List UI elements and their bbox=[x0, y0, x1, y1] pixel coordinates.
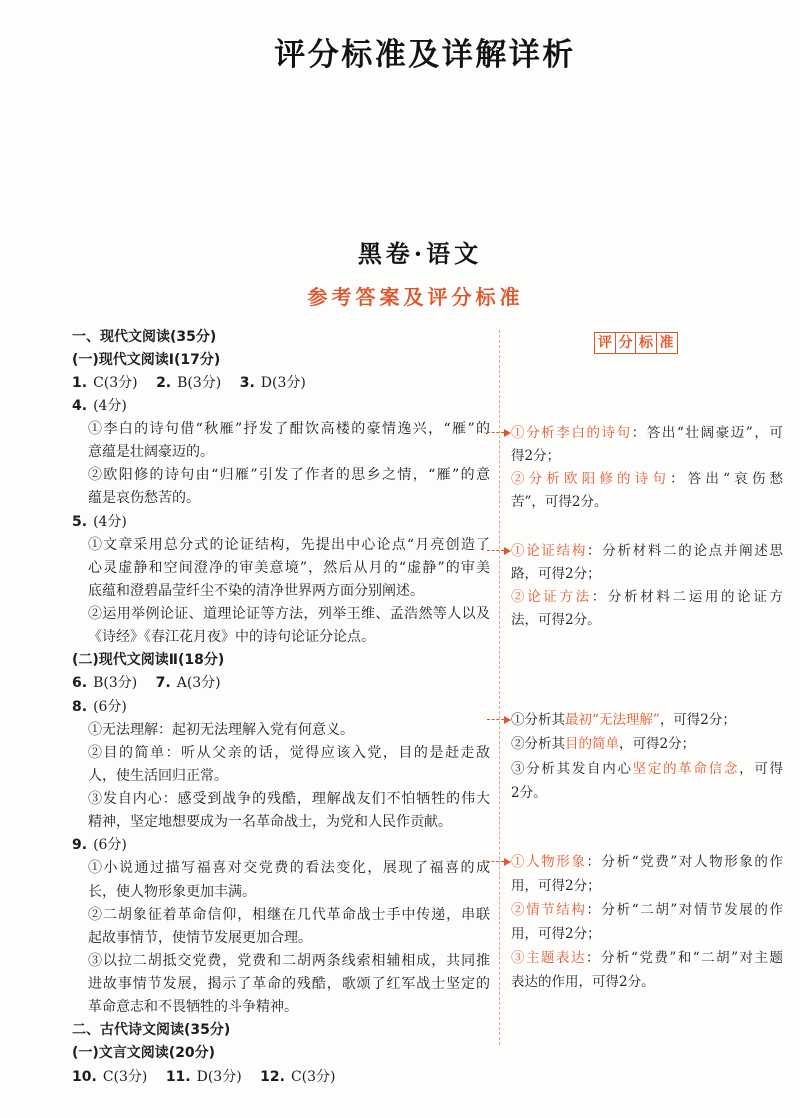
question-8-header bbox=[72, 696, 492, 719]
arrow-right-icon bbox=[487, 858, 511, 866]
scoring-notes-q4 bbox=[511, 422, 783, 514]
scoring-line bbox=[511, 491, 783, 514]
scoring-key-point: ②情节结构 bbox=[511, 902, 587, 918]
question-score: (4分) bbox=[93, 397, 127, 414]
arrow-right-icon bbox=[487, 547, 511, 555]
question-number: 7. bbox=[155, 675, 171, 692]
answer-line: ③发自内心：感受到战争的残酷，理解战友们不怕牺牲的伟大 bbox=[88, 791, 490, 807]
answer-line: 意蕴是壮阔豪迈的。 bbox=[88, 444, 214, 461]
answer-line: 心灵虚静和空间澄净的审美意境”，然后从月的“虚静”的审美 bbox=[88, 559, 490, 576]
scoring-key-point: ①论证结构 bbox=[511, 542, 588, 559]
scoring-label-char: 准 bbox=[656, 332, 678, 354]
scoring-text: ：答出“哀伤愁 bbox=[670, 470, 783, 487]
answer-value: C(3分) bbox=[93, 374, 138, 391]
scoring-line bbox=[511, 874, 783, 898]
scoring-line bbox=[511, 946, 783, 970]
question-9-header bbox=[72, 834, 492, 857]
scoring-line bbox=[511, 445, 783, 468]
scoring-text: ③分析其发自内心 bbox=[511, 760, 633, 777]
scoring-text: 苦”，可得2分。 bbox=[511, 493, 608, 510]
answers-column bbox=[72, 326, 492, 1089]
answer-line: 蕴是哀伤愁苦的。 bbox=[88, 490, 200, 507]
scoring-key-point: 最初“无法理解” bbox=[565, 712, 660, 728]
scoring-text: 法，可得2分。 bbox=[511, 611, 601, 628]
question-number: 10. bbox=[72, 1068, 97, 1085]
scoring-text: 用，可得2分； bbox=[511, 878, 601, 894]
scoring-text: ：答出“壮阔豪迈”，可 bbox=[631, 424, 783, 441]
question-number: 9. bbox=[72, 837, 88, 854]
scoring-line bbox=[511, 757, 783, 781]
scoring-line bbox=[511, 586, 783, 609]
answer-line: 精神，坚定地想要成为一名革命战士，为党和人民作贡献。 bbox=[88, 814, 452, 831]
question-number: 3. bbox=[239, 374, 255, 391]
scoring-criteria-label bbox=[594, 332, 676, 355]
scoring-text: ，可得2分； bbox=[619, 736, 696, 753]
answer-value: B(3分) bbox=[93, 675, 138, 692]
part-heading: 二、古代诗文阅读(35分) bbox=[72, 1022, 231, 1039]
answer-line: 长，使人物形象更加丰满。 bbox=[88, 883, 256, 900]
scoring-line bbox=[511, 850, 783, 874]
scoring-label-char: 标 bbox=[635, 332, 657, 354]
scoring-key-point: ③主题表达 bbox=[511, 950, 586, 966]
section-title: 参考答案及评分标准 bbox=[307, 285, 524, 309]
answer-item-q2 bbox=[156, 372, 221, 395]
scoring-line bbox=[511, 540, 783, 563]
answer-line: 人，使生活回归正常。 bbox=[88, 767, 228, 784]
answer-value: D(3分) bbox=[260, 374, 306, 391]
answer-item-q12 bbox=[260, 1066, 335, 1089]
answer-item-q7 bbox=[156, 672, 221, 695]
scoring-line bbox=[511, 781, 783, 805]
scoring-line bbox=[511, 922, 783, 946]
scoring-text: 路，可得2分； bbox=[511, 565, 601, 582]
answer-value: D(3分) bbox=[196, 1068, 242, 1085]
answer-value: B(3分) bbox=[177, 374, 222, 391]
answer-item-q11 bbox=[166, 1066, 242, 1089]
answer-line: 底蕴和澄碧晶莹纤尘不染的清净世界两方面分别阐述。 bbox=[88, 582, 424, 599]
answer-line: ①无法理解：起初无法理解入党有何意义。 bbox=[88, 721, 354, 738]
scoring-label-char: 分 bbox=[615, 332, 637, 354]
column-divider bbox=[499, 330, 500, 1045]
answer-value: C(3分) bbox=[290, 1068, 336, 1085]
scoring-key-point: ②分析欧阳修的诗句 bbox=[511, 470, 671, 487]
answer-line: ①李白的诗句借“秋雁”抒发了酣饮高楼的豪情逸兴，“雁”的 bbox=[88, 421, 490, 437]
answer-item-q10 bbox=[72, 1066, 147, 1089]
scoring-text: ：分析“党费”对人物形象的作 bbox=[586, 854, 783, 870]
answer-line: ③以拉二胡抵交党费，党费和二胡两条线索相辅相成，共同推 bbox=[88, 952, 490, 969]
answer-line: ②欧阳修的诗句由“归雁”引发了作者的思乡之情，“雁”的意 bbox=[88, 467, 490, 484]
arrow-right-icon bbox=[487, 429, 511, 437]
scoring-line bbox=[511, 970, 783, 994]
answer-line: ①文章采用总分式的论证结构，先提出中心论点“月亮创造了 bbox=[88, 536, 490, 553]
scoring-text: ②分析其 bbox=[511, 736, 565, 753]
scoring-notes-q8 bbox=[511, 708, 783, 805]
scoring-key-point: ①人物形象 bbox=[511, 854, 587, 870]
answer-row-q10-12 bbox=[72, 1066, 492, 1089]
answer-item-q1 bbox=[72, 372, 138, 395]
scoring-line bbox=[511, 708, 783, 732]
scoring-key-point: ①分析李白的诗句 bbox=[511, 424, 632, 441]
question-5-header bbox=[72, 511, 492, 534]
answer-line: 起故事情节，使情节发展更加合理。 bbox=[88, 929, 312, 946]
question-number: 2. bbox=[156, 374, 172, 391]
question-number: 4. bbox=[72, 397, 88, 414]
scoring-text: 表达的作用，可得2分。 bbox=[511, 974, 655, 990]
scoring-text: ：分析材料二运用的论证方 bbox=[591, 588, 783, 605]
scoring-text: ：分析“党费”和“二胡”对主题 bbox=[585, 950, 783, 966]
question-number: 1. bbox=[72, 374, 88, 391]
scoring-line bbox=[511, 609, 783, 632]
scoring-line bbox=[511, 732, 783, 756]
scoring-text: 得2分； bbox=[511, 447, 561, 464]
question-4-header bbox=[72, 395, 492, 418]
scoring-line bbox=[511, 468, 783, 491]
scoring-notes-q5 bbox=[511, 540, 783, 632]
scoring-text: ①分析其 bbox=[511, 712, 565, 728]
answer-item-q3 bbox=[240, 372, 306, 395]
answer-line: 革命意志和不畏牺牲的斗争精神。 bbox=[88, 999, 298, 1016]
subsection-heading: (一)现代文阅读Ⅰ(17分) bbox=[72, 351, 221, 368]
scoring-label-char: 评 bbox=[594, 332, 616, 354]
answer-line: ②运用举例论证、道理论证等方法，列举王维、孟浩然等人以及 bbox=[88, 606, 490, 622]
answer-line: 《诗经》《春江花月夜》中的诗句论证分论点。 bbox=[88, 629, 375, 646]
scoring-notes-q9 bbox=[511, 850, 783, 994]
scoring-text: ，可得2分； bbox=[659, 712, 736, 728]
question-number: 5. bbox=[72, 513, 88, 530]
scoring-text: ，可得 bbox=[739, 760, 783, 777]
answer-line: ②二胡象征着革命信仰，相继在几代革命战士手中传递，串联 bbox=[88, 906, 490, 923]
scoring-text: ：分析材料二的论点并阐述思 bbox=[587, 542, 783, 559]
question-number: 6. bbox=[72, 675, 88, 692]
answer-line: 进故事情节发展，揭示了革命的残酷，歌颂了红军战士坚定的 bbox=[88, 976, 490, 992]
paper-title: 黑卷·语文 bbox=[357, 239, 483, 268]
question-number: 8. bbox=[72, 698, 88, 715]
scoring-line bbox=[511, 898, 783, 922]
answer-item-q6 bbox=[72, 672, 137, 695]
subsection-heading: (一)文言文阅读(20分) bbox=[72, 1045, 216, 1062]
question-score: (6分) bbox=[93, 698, 127, 715]
subsection-heading: (二)现代文阅读Ⅱ(18分) bbox=[72, 652, 225, 669]
scoring-text: 2分。 bbox=[511, 784, 547, 801]
question-number: 11. bbox=[165, 1068, 191, 1085]
page-title: 评分标准及详解详析 bbox=[274, 37, 576, 73]
question-score: (4分) bbox=[93, 513, 127, 530]
question-score: (6分) bbox=[93, 837, 127, 854]
arrow-right-icon bbox=[487, 716, 511, 724]
answer-line: ②目的简单：听从父亲的话，觉得应该入党，目的是赶走敌 bbox=[88, 744, 490, 761]
answer-line: ①小说通过描写福喜对交党费的看法变化，展现了福喜的成 bbox=[88, 860, 490, 877]
scoring-key-point: ②论证方法 bbox=[511, 588, 592, 605]
scoring-text: 用，可得2分； bbox=[511, 926, 601, 942]
answer-row-q1-3 bbox=[72, 372, 492, 395]
scoring-key-point: 坚定的革命信念 bbox=[632, 760, 740, 777]
scoring-key-point: 目的简单 bbox=[565, 736, 619, 753]
answer-value: C(3分) bbox=[102, 1068, 148, 1085]
answer-value: A(3分) bbox=[176, 675, 221, 692]
question-number: 12. bbox=[260, 1068, 285, 1085]
scoring-line bbox=[511, 563, 783, 586]
scoring-text: ：分析“二胡”对情节发展的作 bbox=[586, 902, 783, 918]
answer-row-q6-7 bbox=[72, 672, 492, 695]
part-heading: 一、现代文阅读(35分) bbox=[72, 328, 217, 345]
scoring-line bbox=[511, 422, 783, 445]
